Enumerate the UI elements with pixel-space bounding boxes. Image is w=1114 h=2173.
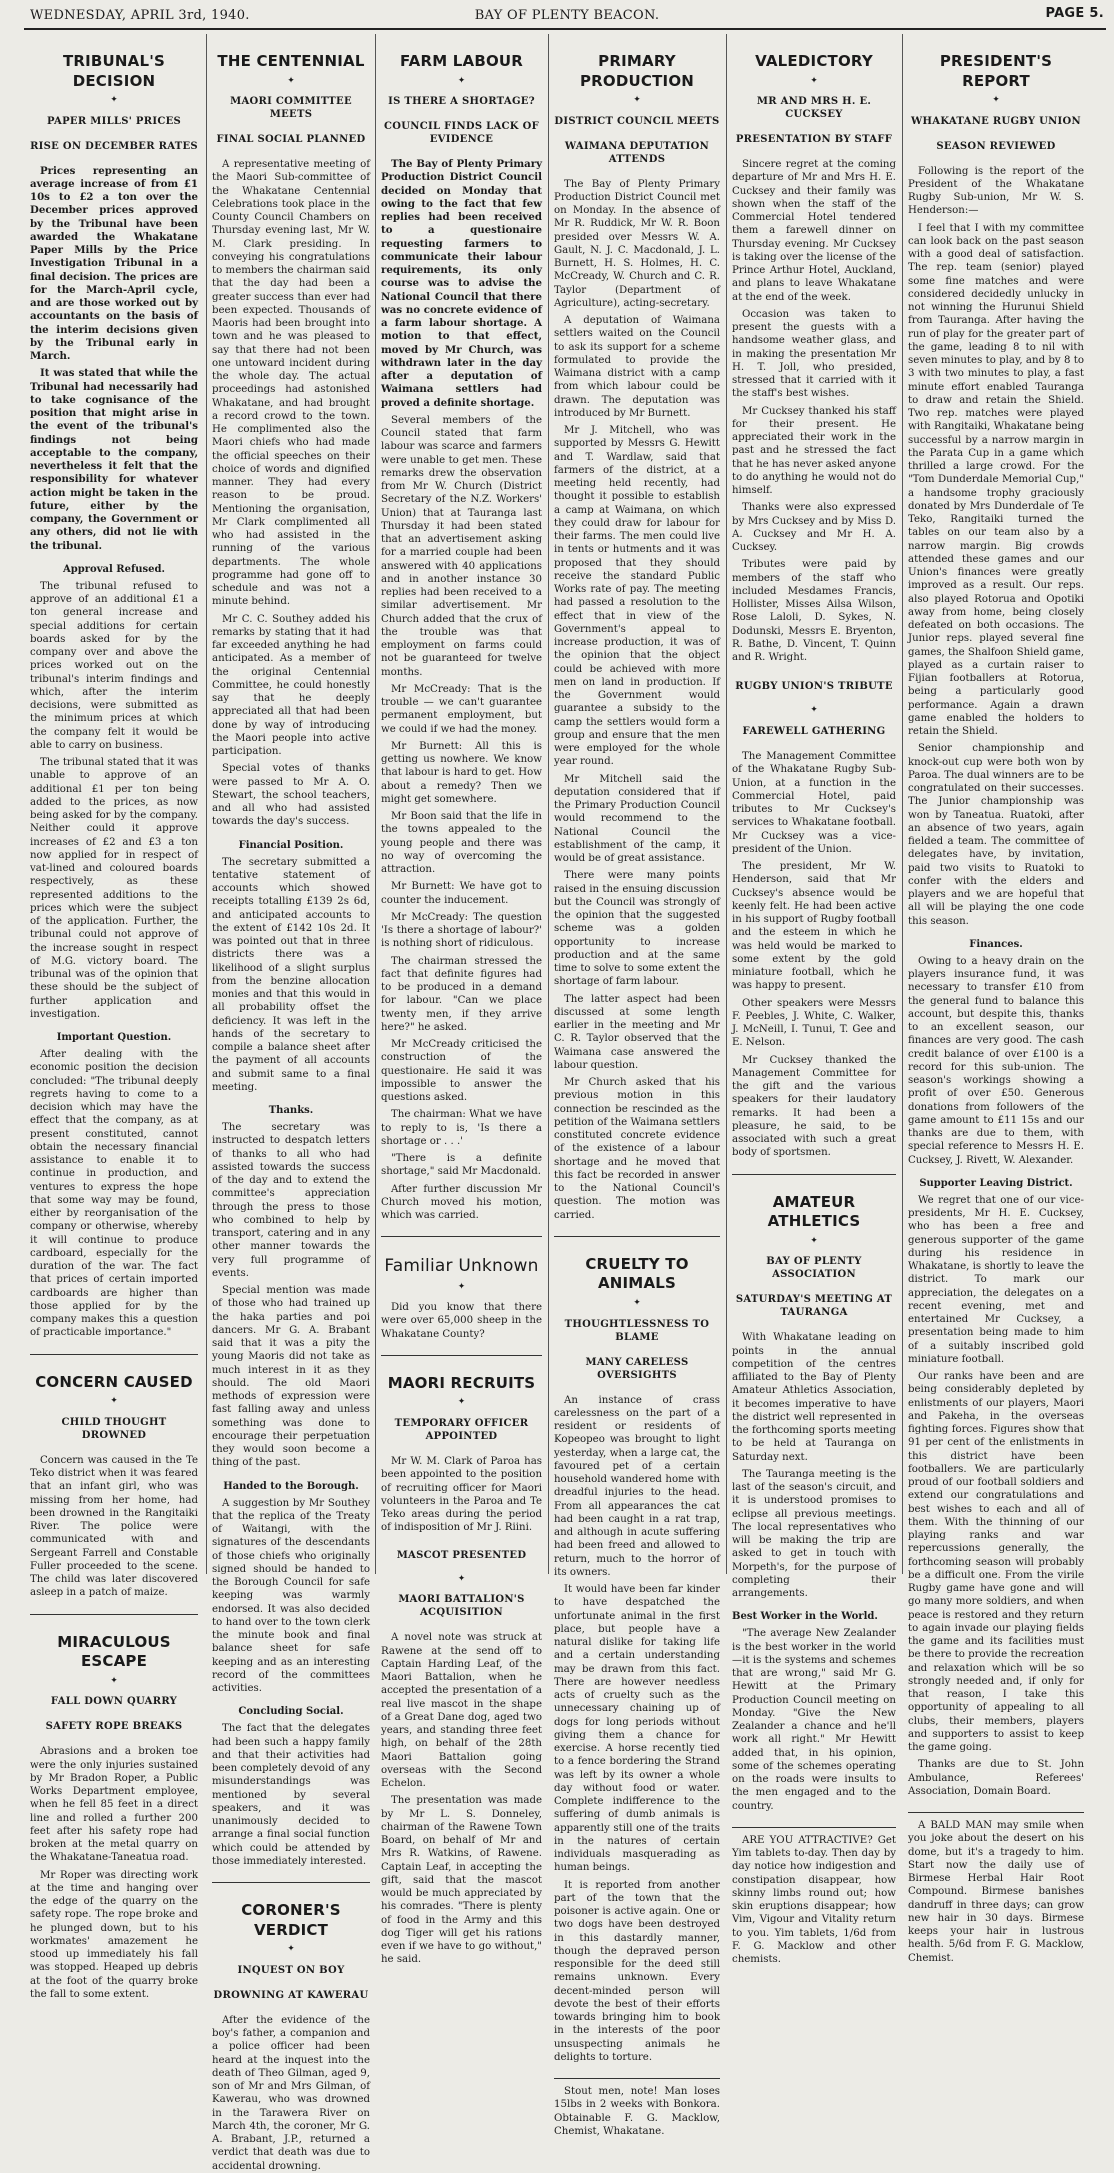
side-heading: Finances.	[969, 938, 1023, 950]
article-paragraph: The chairman: What we have to reply to is, 'Is there a shortage or . . .'	[381, 1109, 542, 1147]
article-paragraph: A deputation of Waimana settlers waited on the Council to ask its support for a scheme formulated to provide the Waimana district with a camp from which labour could be drawn. The deputation was introduced by Mr Burnett.	[554, 315, 720, 419]
headline-rugby-tribute: RUGBY UNION'S TRIBUTE	[735, 681, 893, 693]
subhead: DROWNING AT KAWERAU	[213, 1989, 369, 2001]
article-rule	[30, 1354, 198, 1355]
side-heading: Concluding Social.	[238, 1706, 344, 1718]
article-paragraph: Mr McCready: The question 'Is there a shortage of labour?' is nothing short of ridiculous.	[381, 911, 542, 950]
article-paragraph: Our ranks have been and are being considerably depleted by enlistments of our players, Maori and Pakeha, in the overseas fighting forces. Figures show that 91 per cent of the enlistments in this district have been footballers. We are particularly proud of our football soldiers and extend our congratulations and best wishes to each and all of them. With the thinning of our playing ranks and war repercussions generally, the forthcoming season will probably be a difficult one. From the virile Rugby game have gone and will go many more soldiers, and when peace is restored and they return to again invade our playing fields the game and its facilities must be there to provide the recreation and relaxation which will be so strongly needed and, if only for that reason, I take this opportunity of appealing to all clubs, their members, players and supporters to assist to keep the game going.	[908, 1371, 1084, 1754]
divider-star: ✦	[810, 705, 818, 716]
article-paragraph: Special mention was made of those who had trained up the haka parties and poi dancers. Mr G. A. Brabant said that it was a pity the young Maoris did not take as much interest in it as they should. The old Maori methods of expression were fast falling away and unless something was done to encourage their perpetuation they would soon become a thing of the past.	[212, 1285, 370, 1469]
article-paragraph: With Whakatane leading on points in the annual competition of the centres affiliated to the Bay of Plenty Amateur Athletics Association, it becomes imperative to have the district well represented in the forthcoming sports meeting to be held at Tauranga on Saturday next.	[732, 1332, 896, 1463]
headline-presidents-report: PRESIDENT'S REPORT	[939, 52, 1053, 90]
subhead: SAFETY ROPE BREAKS	[45, 1721, 183, 1733]
article-paragraph: Thanks are due to St. John Ambulance, Referees' Association, Domain Board.	[908, 1759, 1084, 1797]
article-rule	[212, 1882, 370, 1883]
article-rule	[381, 1236, 542, 1237]
headline-centennial: THE CENTENNIAL	[217, 52, 365, 70]
column-6	[908, 34, 1084, 1964]
subhead: RISE ON DECEMBER RATES	[30, 140, 198, 152]
masthead	[30, 4, 1104, 26]
subhead: INQUEST ON BOY	[237, 1964, 345, 1976]
article-rule	[381, 1355, 542, 1356]
article-paragraph: Mr Burnett: All this is getting us nowhere. We know that labour is hard to get. How about a remedy? Then we might get somewhere.	[381, 740, 542, 805]
article-paragraph: It is reported from another part of the town that the poisoner is active again. One or two dogs have been destroyed in this dastardly manner, though the depraved person responsible for the deed still remains unknown. Every decent-minded person will devote the best of their efforts towards bringing him to book in the interests of the poor unsuspecting animals he delights to torture.	[554, 1879, 720, 2063]
article-lead: Prices representing an average increase of from £1 10s to £2 a ton over the December prices approved by the Tribunal have been awarded the Whakatane Paper Mills by the Price Investigation Tribunal in a final decision. The prices are for the March-April cycle, and are those worked out by accountants on the basis of the interim decisions given by the Tribunal early in March.	[30, 164, 198, 363]
article-paragraph: The tribunal stated that it was unable to approve of an additional £1 per ton being added to the prices, as now being asked for by the company. Neither could it approve increases of £2 and £3 a ton now applied for in respect of vat-lined and coloured boards respectively, as these represented additions to the prices which were the subject of the application. Further, the tribunal could not approve of the increase sought in respect of M.G. victory board. The tribunal was of the opinion that these should be the subject of further application and investigation.	[30, 757, 198, 1020]
article-paragraph: Special votes of thanks were passed to Mr A. O. Stewart, the school teachers, and all who had assisted towards the day's success.	[212, 763, 370, 828]
headline-farm-labour: FARM LABOUR	[399, 52, 524, 70]
article-paragraph: Mr Mitchell said the deputation considered that if the Primary Production Council would recommend to the National Council the establishment of the camp, it would be of great assistance.	[554, 773, 720, 865]
divider-star: ✦	[633, 1297, 641, 1308]
column-2	[212, 34, 370, 2172]
article-paragraph: The Bay of Plenty Primary Production District Council met on Monday. In the absence of Mr R. Ruddick, Mr W. R. Boon presided over Messrs W. A. Gault, N. J. C. Macdonald, J. L. Burnett, H. S. Holmes, H. C. McCready, W. Church and C. R. Taylor (Department of Agriculture), acting-secretary.	[554, 178, 720, 309]
divider-star: ✦	[110, 95, 118, 105]
subhead: SATURDAY'S MEETING AT TAURANGA	[735, 1294, 893, 1319]
subhead: MAORI BATTALION'S ACQUISITION	[398, 1594, 525, 1619]
side-heading: Supporter Leaving District.	[919, 1177, 1073, 1189]
headline-tribunal: TRIBUNAL'S DECISION	[62, 52, 166, 90]
article-paragraph: There were many points raised in the ensuing discussion but the Council was strongly of the opinion that the suggested scheme was a golden opportunity to increase production and at the same time to solve to some extent the shortage of farm labour.	[554, 870, 720, 988]
article-paragraph: Mr McCready criticised the construction of the questionaire. He said it was impossible to answer the questions asked.	[381, 1039, 542, 1104]
article-paragraph: Mr Burnett: We have got to counter the inducement.	[381, 881, 542, 906]
column-divider	[548, 34, 549, 1574]
column-1	[30, 34, 198, 2000]
article-paragraph: Senior championship and knock-out cup were both won by Paroa. The dual winners are to be congratulated on their successes. The Junior championship was won by Taneatua. Ruatoki, after an absence of two years, again fielded a team. The committee of delegates have, by invitation, paid two visits to Ruatoki to confer with the elders and players and we are hopeful that all will be playing the one code this season.	[908, 743, 1084, 927]
side-heading: Important Question.	[56, 1032, 172, 1044]
subhead: THOUGHTLESSNESS TO BLAME	[564, 1318, 710, 1343]
article-paragraph: Occasion was taken to present the guests with a handsome weather glass, and in making the presentation Mr H. T. Joll, who presided, stressed that it carried with it the staff's best wishes.	[732, 308, 896, 400]
article-paragraph: Owing to a heavy drain on the players insurance fund, it was necessary to transfer £10 from the general fund to balance this account, but despite this, thanks to an excellent season, our finances are very good. The cash credit balance of over £100 is a record for this sub-union. The season's workings showing a profit of over £50. Generous donations from followers of the game amount to £11 15s and our thanks are due to them, with special reference to Messrs H. E. Cucksey, J. Rivett, W. Alexander.	[908, 955, 1084, 1166]
article-lead: It was stated that while the Tribunal had necessarily had to take cognisance of the position that might arise in the event of the tribunal's findings not being acceptable to the company, nevertheless it felt that the responsibility for whatever action might be taken in the future, either by the company, the Government or any others, did not lie with the tribunal.	[30, 367, 198, 552]
subhead: FINAL SOCIAL PLANNED	[216, 134, 366, 146]
article-paragraph: Concern was caused in the Te Teko district when it was feared that an infant girl, who was missing from her home, had been drowned in the Rangitaiki River. The police were communicated with and Sergeant Farrell and Constable Fuller proceeded to the scene. The child was later discovered asleep in a patch of maize.	[30, 1454, 198, 1599]
subhead: IS THERE A SHORTAGE?	[388, 96, 535, 108]
article-paragraph: "There is a definite shortage," said Mr Macdonald.	[381, 1153, 542, 1178]
side-heading: Handed to the Borough.	[223, 1480, 359, 1492]
headline-mascot: MASCOT PRESENTED	[396, 1549, 527, 1561]
subhead: WAIMANA DEPUTATION ATTENDS	[564, 140, 710, 165]
column-divider	[902, 34, 903, 1574]
article-paragraph: The Management Committee of the Whakatane Rugby Sub-Union, at a function in the Commercial Hotel, paid tributes to Mr Cucksey's services to Whakatane football. Mr Cucksey was a vice-president of the Union.	[732, 751, 896, 855]
advertisement-bonkora: Stout men, note! Man loses 15lbs in 2 weeks with Bonkora. Obtainable F. G. Macklow, Chemist, Whakatane.	[554, 2086, 720, 2137]
column-4	[554, 34, 720, 2137]
side-heading: Approval Refused.	[63, 563, 165, 575]
article-paragraph: After further discussion Mr Church moved his motion, which was carried.	[381, 1183, 542, 1222]
headline-primary-production: PRIMARY PRODUCTION	[579, 52, 695, 90]
subhead: CHILD THOUGHT DROWNED	[61, 1416, 167, 1441]
column-divider	[375, 34, 376, 1574]
article-paragraph: After the evidence of the boy's father, a companion and a police officer had been heard at the inquest into the death of Theo Gilman, aged 9, son of Mr and Mrs Gilman, of Kawerau, who was drowned in the Tarawera River on March 4th, the coroner, Mr G. A. Brabant, J.P., returned a verdict that death was due to accidental drowning.	[212, 2014, 370, 2172]
subhead: SEASON REVIEWED	[936, 140, 1056, 152]
article-paragraph: Did you know that there were over 65,000 sheep in the Whakatane County?	[381, 1302, 542, 1340]
article-paragraph: After dealing with the economic position the decision concluded: "The tribunal deeply regrets having to come to a decision which may have the effect that the company, as at present constituted, cannot obtain the necessary financial assistance to enable it to continue in production, and ventures to express the hope that some way may be found, either by reorganisation of the company or otherwise, whereby it will continue to produce cardboard, especially for the duration of the war. The fact that prices of certain imported cardboards are higher than those applied for by the company makes this a question of practicable importance."	[30, 1049, 198, 1339]
article-paragraph: The secretary submitted a tentative statement of accounts which showed receipts totalling £139 2s 6d, and anticipated accounts to the extent of £142 10s 2d. It was pointed out that in three districts there was a likelihood of a slight surplus from the benzine allocation monies and that this would in all probability offset the deficiency. It was left in the hands of the secretary to compile a balance sheet after the payment of all accounts and submit same to a final meeting.	[212, 856, 370, 1093]
side-heading: Thanks.	[268, 1105, 314, 1117]
column-divider	[726, 34, 727, 1574]
article-paragraph: I feel that I with my committee can look back on the past season with a good deal of satisfaction. The rep. team (senior) played some fine matches and were considered decidedly unlucky in not winning the Hurunui Shield from Tauranga. After having the run of play for the greater part of the game, leading 8 to nil with seven minutes to play, and by 8 to 3 with two minutes to play, a fast minute effort enabled Tauranga to draw and retain the Shield. Two rep. matches were played with Rangitaiki, Whakatane being successful by a narrow margin in the Parata Cup in a game which thrilled a large crowd. For the "Tom Dunderdale Memorial Cup," a handsome trophy graciously donated by Mrs Dunderdale of Te Teko, Rangitaiki turned the tables on our team also by a narrow margin. Big crowds attended these games and our Union's finances were greatly improved as a result. Our reps. also played Rotorua and Opotiki away from home, being closely defeated on both occasions. The Junior reps. played several fine games, the Shalfoon Shield game, played as a curtain raiser to Fijian footballers at Rotorua, being a particularly good performance. Again a drawn game enabled the holders to retain the Shield.	[908, 222, 1084, 738]
column-3	[381, 34, 542, 1966]
subhead: PRESENTATION BY STAFF	[735, 134, 893, 146]
headline-amateur-athletics: AMATEUR ATHLETICS	[767, 1192, 861, 1231]
article-paragraph: Mr Church asked that his previous motion in this connection be rescinded as the petition of the Waimana settlers constituted concrete evidence of the existence of a labour shortage and he moved that this fact be recorded in answer to the National Council's question. The motion was carried.	[554, 1077, 720, 1221]
subhead: MANY CARELESS OVERSIGHTS	[585, 1356, 689, 1381]
article-rule	[732, 1827, 896, 1828]
article-paragraph: An instance of crass carelessness on the part of a resident or residents of Kopeopeo was brought to light yesterday, when a large cat, the favoured pet of a certain household wandered home with dreadful injuries to the head. From all appearances the cat had been caught in a rat trap, and although in acute suffering had been freed and allowed to return, much to the horror of its owners.	[554, 1394, 720, 1578]
subhead: MAORI COMMITTEE MEETS	[230, 96, 352, 121]
divider-star: ✦	[457, 1281, 466, 1292]
headline-concern: CONCERN CAUSED	[35, 1372, 193, 1391]
side-heading: Best Worker in the World.	[732, 1611, 878, 1623]
article-rule	[732, 1174, 896, 1175]
article-rule	[554, 1236, 720, 1237]
headline-valedictory: VALEDICTORY	[755, 52, 873, 70]
article-paragraph: A representative meeting of the Maori Sub-committee of the Whakatane Centennial Celebrations took place in the County Council Chambers on Thursday evening last, Mr W. M. Clark presiding. In conveying his congratulations to members the chairman said that the day had been a greater success than ever had been expected. Thousands of Maoris had been brought into town and he was pleased to say that there had not been one untoward incident during the whole day. The actual proceedings had astonished Whakatane, and had brought a record crowd to the town. He complimented also the Maori chiefs who had made the official speeches on their choice of words and dignified manner. They had every reason to be proud. Mentioning the organisation, Mr Clark complimented all who had assisted in the running of the various departments. The whole programme had gone off to schedule and was not a minute behind.	[212, 159, 370, 608]
article-paragraph: Abrasions and a broken toe were the only injuries sustained by Mr Bradon Roper, a Public Works Department employee, when he fell 85 feet in a direct line and rolled a further 200 feet after his safety rope had broken at the metal quarry on the Whakatane-Taneatua road.	[30, 1746, 198, 1864]
article-paragraph: A suggestion by Mr Southey that the replica of the Treaty of Waitangi, with the signatures of the descendants of those chiefs who originally signed should be handed to the Borough Council for safe keeping was warmly endorsed. It was also decided to hand over to the town clerk the minute book and final balance sheet for safe keeping and as an interesting record of the committees activities.	[212, 1497, 370, 1695]
divider-star: ✦	[457, 75, 466, 86]
article-paragraph: The tribunal refused to approve of an additional £1 a ton general increase and special additions for certain boards asked for by the company over and above the prices worked out on the tribunal's interim findings and which, after the interim decisions, were submitted as the minimum prices at which the company felt it would be able to carry on business.	[30, 580, 198, 751]
article-paragraph: Mr Cucksey thanked his staff for their present. He appreciated their work in the past and he stressed the fact that he has never asked anyone to do anything he would not do himself.	[732, 405, 896, 497]
advertisement-bald-man: A BALD MAN may smile when you joke about the desert on his dome, but it's a tragedy to him. Start now the daily use of Birmese Herbal Hair Root Compound. Birmese banishes dandruff in three days; can grow new hair in 30 days. Birmese keeps your hair in lustrous health. 5/6d from F. G. Macklow, Chemist.	[908, 1820, 1084, 1964]
divider-star: ✦	[110, 1675, 118, 1686]
article-paragraph: Mr Roper was directing work at the time and hanging over the edge of the quarry on the safety rope. The rope broke and he plunged down, but to his workmates' amazement he stood up immediately his fall was stopped. Heaped up debris at the foot of the quarry broke the fall to some extent.	[30, 1869, 198, 2000]
article-paragraph: Mr C. C. Southey added his remarks by stating that it had far exceeded anything he had anticipated. As a member of the original Centennial Committee, he could honestly say that he deeply appreciated all that had been done by way of introducing the Maori people into active participation.	[212, 613, 370, 758]
headline-escape: MIRACULOUS ESCAPE	[57, 1632, 171, 1671]
headline-familiar-unknown: Familiar Unknown	[384, 1256, 539, 1277]
article-paragraph: A novel note was struck at Rawene at the send off to Captain Harding Leaf, of the Maori Battalion, when he accepted the presentation of a real live mascot in the shape of a Great Dane dog, aged two years, and standing three feet high, on behalf of the 28th Maori Battalion going overseas with the Second Echelon.	[381, 1632, 542, 1790]
article-paragraph: Other speakers were Messrs F. Peebles, J. White, C. Walker, J. McNeill, I. Tunui, T. Gee and E. Nelson.	[732, 997, 896, 1049]
article-paragraph: Following is the report of the President of the Whakatane Rugby Sub-union, Mr W. S. Henderson:—	[908, 165, 1084, 217]
article-paragraph: Sincere regret at the coming departure of Mr and Mrs H. E. Cucksey and their family was shown when the staff of the Commercial Hotel tendered them a farewell dinner on Thursday evening. Mr Cucksey is taking over the license of the Prince Arthur Hotel, Auckland, and plans to leave Whakatane at the end of the week.	[732, 159, 896, 303]
column-5	[732, 34, 896, 1966]
article-paragraph: Mr McCready: That is the trouble — we can't guarantee permanent employment, but we could if we had the money.	[381, 683, 542, 735]
subhead: MR AND MRS H. E. CUCKSEY	[756, 96, 872, 121]
newspaper-title: BAY OF PLENTY BEACON.	[474, 8, 660, 23]
advertisement-yim: ARE YOU ATTRACTIVE? Get Yim tablets to-day. Then day by day notice how indigestion and constipation disappear, how skinny limbs round out; how skin eruptions disappear; how Vim, Vigour and Vitality return to you. Yim tablets, 1/6d from F. G. Macklow and other chemists.	[732, 1834, 896, 1966]
article-paragraph: The chairman stressed the fact that definite figures had to be produced in a demand for labour. "Can we place twenty men, if they arrive here?" he asked.	[381, 955, 542, 1033]
article-paragraph: Mr W. M. Clark of Paroa has been appointed to the position of recruiting officer for Maori volunteers in the Paroa and Te Teko areas during the period of indisposition of Mr J. Riini.	[381, 1456, 542, 1534]
subhead: FALL DOWN QUARRY	[50, 1696, 178, 1708]
article-lead: The Bay of Plenty Primary Production District Council decided on Monday that owing to the fact that few replies had been received to a questionaire requesting farmers to communicate their labour requirements, its only course was to advise the National Council that there was no concrete evidence of a farm labour shortage. A motion to that effect, moved by Mr Church, was withdrawn later in the day after a deputation of Waimana settlers had proved a definite shortage.	[381, 158, 542, 409]
article-paragraph: The president, Mr W. Henderson, said that Mr Cucksey's absence would be keenly felt. He had been active in his support of Rugby football and the esteem in which he was held would be marked to some extent by the gold miniature football, which he was happy to present.	[732, 861, 896, 992]
column-divider	[206, 34, 207, 1574]
subhead: TEMPORARY OFFICER APPOINTED	[394, 1418, 529, 1443]
article-paragraph: Several members of the Council stated that farm labour was scarce and farmers were unable to get men. These remarks drew the observation from Mr W. Church (District Secretary of the N.Z. Workers' Union) that at Tauranga last Thursday it had been stated that an advertisement asking for a married couple had been answered with 40 applications and in another instance 30 replies had been received to a similar advertisement. Mr Church added that the crux of the trouble was that employment on farms could not be guaranteed for twelve months.	[381, 414, 542, 678]
article-paragraph: The latter aspect had been discussed at some length earlier in the meeting and Mr C. R. Taylor observed that the Waimana case answered the labour question.	[554, 993, 720, 1071]
article-paragraph: Tributes were paid by members of the staff who included Mesdames Francis, Hollister, Misses Ailsa Wilson, Rose Laloli, D. Sykes, N. Dodunski, Messrs E. Bryenton, R. Bathe, D. Vincent, T. Quinn and R. Wright.	[732, 559, 896, 664]
subhead: COUNCIL FINDS LACK OF EVIDENCE	[383, 121, 539, 146]
article-paragraph: Mr Cucksey thanked the Management Committee for the gift and the various speakers for their laudatory remarks. It had been a pleasure, he said, to be associated with such a great body of sportsmen.	[732, 1054, 896, 1159]
divider-star: ✦	[287, 1944, 295, 1955]
subhead: FAREWELL GATHERING	[742, 726, 886, 738]
headline-maori-recruits: MAORI RECRUITS	[387, 1373, 536, 1392]
article-paragraph: The fact that the delegates had been such a happy family and that their activities had been completely devoid of any misunderstandings was mentioned by several speakers, and it was unanimously decided to arrange a final social function which could be attended by those immediately interested.	[212, 1723, 370, 1867]
article-paragraph: It would have been far kinder to have despatched the unfortunate animal in the first place, but people have a natural dislike for taking life and a certain understanding may be drawn from this fact. There are however needless acts of cruelty such as the unnecessary chaining up of dogs for long periods without giving them a chance for exercise. A horse recently tied to a fence bordering the Strand was left by its owner a whole day without food or water. Complete indifference to the suffering of dumb animals is apparently still one of the traits in the natures of certain individuals masquerading as human beings.	[554, 1584, 720, 1874]
article-rule	[30, 1614, 198, 1615]
article-paragraph: The presentation was made by Mr L. S. Donneley, chairman of the Rawene Town Board, on behalf of Mr and Mrs R. Watkins, of Rawene. Captain Leaf, in accepting the gift, said that the mascot would be much appreciated by his comrades. "There is plenty of food in the Army and this dog Tiger will get his rations even if we have to go without," he said.	[381, 1795, 542, 1966]
headline-coroner: CORONER'S VERDICT	[241, 1901, 341, 1939]
subhead: WHAKATANE RUGBY UNION	[911, 115, 1081, 127]
subhead: DISTRICT COUNCIL MEETS	[554, 115, 720, 127]
page-number: PAGE 5.	[1045, 6, 1104, 21]
divider-star: ✦	[633, 95, 641, 105]
divider-star: ✦	[110, 1396, 118, 1407]
divider-star: ✦	[992, 95, 1000, 105]
article-paragraph: "The average New Zealander is the best worker in the world—it is the systems and schemes that are wrong," said Mr G. Hewitt at the Primary Production Council meeting on Monday. "Give the New Zealander a chance and he'll work all right." Mr Hewitt added that, in his opinion, some of the schemes operating on the roads were insults to the men engaged and to the country.	[732, 1628, 896, 1812]
subhead: BAY OF PLENTY ASSOCIATION	[766, 1256, 862, 1281]
headline-cruelty: CRUELTY TO ANIMALS	[585, 1254, 689, 1293]
article-paragraph: The secretary was instructed to despatch letters of thanks to all who had assisted towards the success of the day and to extend the committee's appreciation through the press to those who combined to help by transport, catering and in any other manner towards the very full programme of events.	[212, 1122, 370, 1279]
article-rule	[908, 1812, 1084, 1813]
divider-star: ✦	[287, 75, 295, 86]
article-paragraph: Mr Boon said that the life in the towns appealed to the young people and there was no way of overcoming the attraction.	[381, 811, 542, 876]
divider-star: ✦	[457, 1573, 466, 1584]
article-rule	[554, 2078, 720, 2079]
article-paragraph: The Tauranga meeting is the last of the season's circuit, and it is understood promises to eclipse all previous meetings. The local representatives who will be making the trip are asked to get in touch with Morpeth's, for the purpose of completing their arrangements.	[732, 1468, 896, 1600]
subhead: PAPER MILLS' PRICES	[46, 115, 182, 127]
divider-star: ✦	[810, 1235, 818, 1246]
issue-date: WEDNESDAY, APRIL 3rd, 1940.	[30, 8, 250, 23]
divider-star: ✦	[810, 75, 818, 86]
masthead-rule	[24, 28, 1106, 30]
divider-star: ✦	[457, 1397, 466, 1408]
article-paragraph: Thanks were also expressed by Mrs Cucksey and by Miss D. A. Cucksey and Mr H. A. Cucksey.	[732, 502, 896, 554]
side-heading: Financial Position.	[238, 839, 344, 851]
article-paragraph: We regret that one of our vice-presidents, Mr H. E. Cucksey, who has been a free and generous supporter of the game during his residence in Whakatane, is shortly to leave the district. To mark our appreciation, the delegates on a recent evening, met and entertained Mr Cucksey, a presentation being made to him of a suitably inscribed gold miniature football.	[908, 1194, 1084, 1365]
article-paragraph: Mr J. Mitchell, who was supported by Messrs G. Hewitt and T. Wardlaw, said that farmers of the district, at a meeting held recently, had thought it possible to establish a camp at Waimana, on which they could draw for labour for their farms. The men could live in tents or hutments and it was proposed that they should receive the standard Public Works rate of pay. The meeting had passed a resolution to the effect that in view of the Government's appeal to increase production, it was of the opinion that the object could be achieved with more men on land in production. If the Government would guarantee a subsidy to the camp the settlers would form a group and ensure that the men were employed for the whole year round.	[554, 425, 720, 768]
